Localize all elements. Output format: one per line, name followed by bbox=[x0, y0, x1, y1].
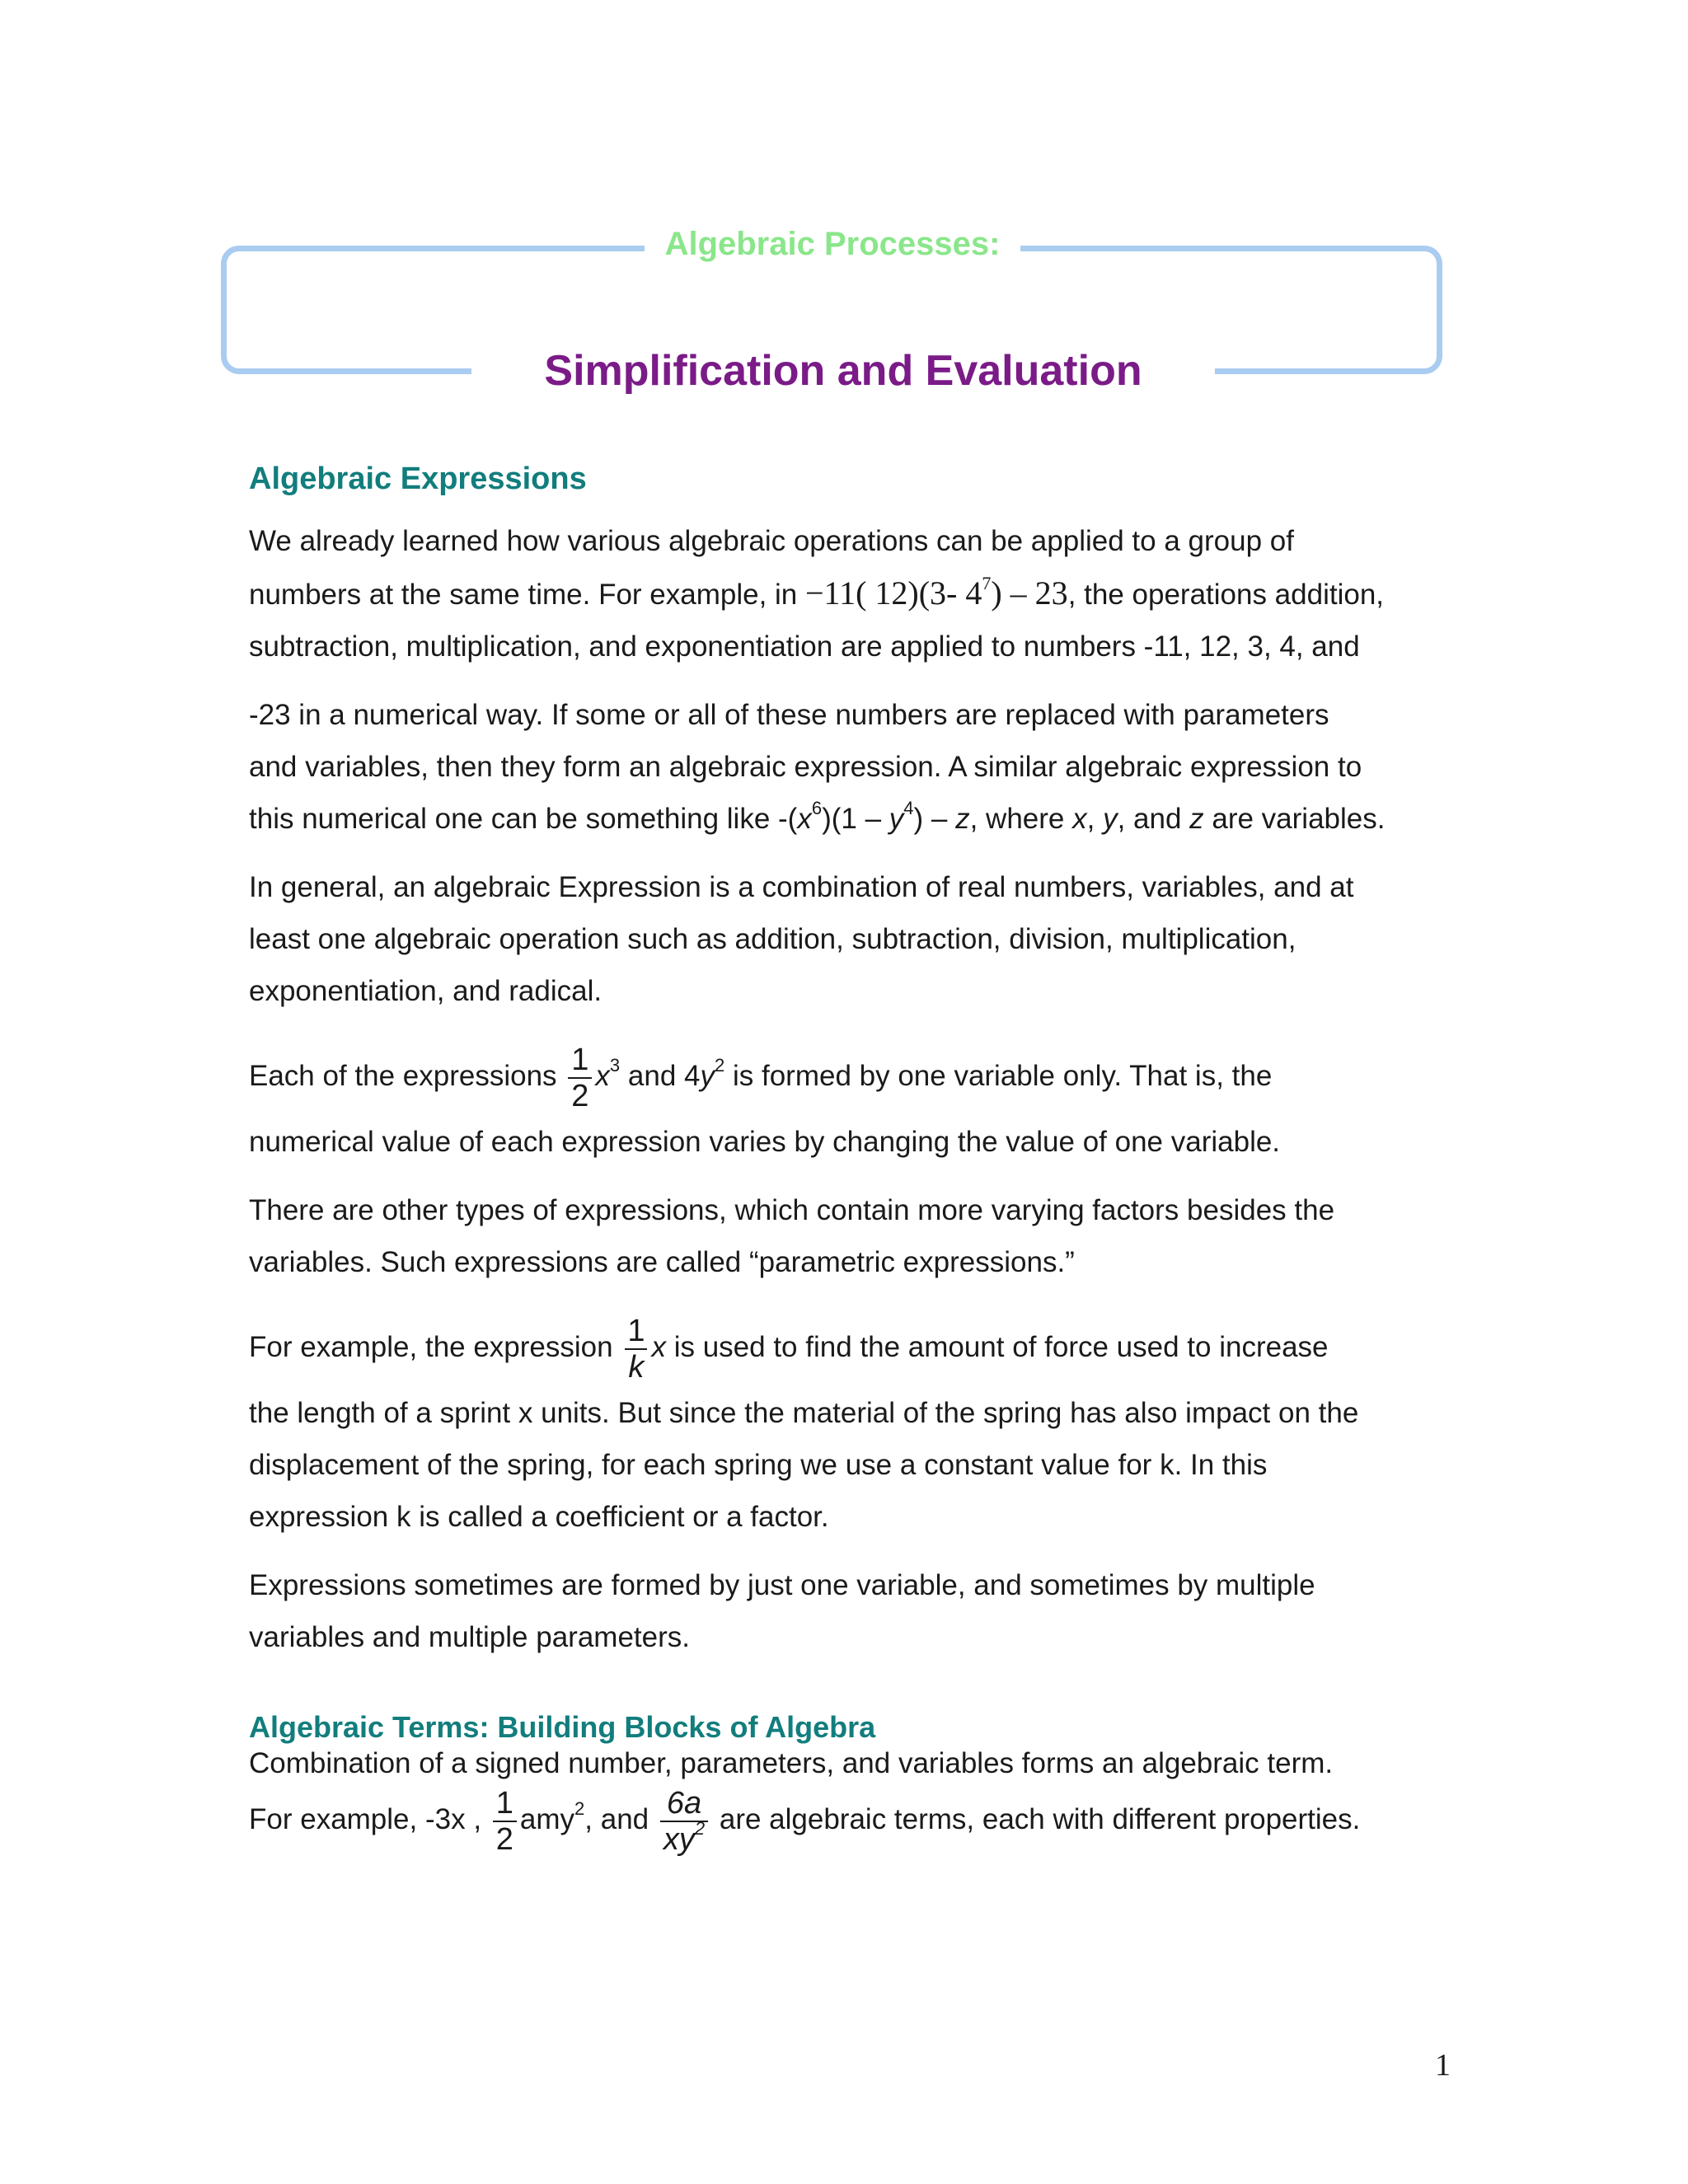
fraction-one-half-term: $\frac{1}{2}$ bbox=[493, 1788, 517, 1855]
paragraph-intro: We already learned how various algebraic operations can be applied to a group of numbers at the same time. For example, in −11( 12)(3- $4^7) - 23$, the operations addition, subtraction, multiplication, and exponentiation are applied to numbers -11, 12, 3, 4, and bbox=[249, 525, 1385, 663]
header-frame-top-left bbox=[221, 246, 645, 312]
paragraph-terms-examples: For example, -3x , $\frac{1}{2}$ amy$^2$, and $\frac{6a}{xy^2}$ are algebraic terms, each with different properties. bbox=[249, 1785, 1361, 1857]
page-number: 1 bbox=[1435, 2048, 1451, 2083]
paragraph-variables: -23 in a numerical way. If some or all of these numbers are replaced with parameters and variables, then they form an algebraic expression. A similar algebraic expression to this numerical one can be something like $-(x^6)(1 - y^4)$ – z, where x, y, and z are variables. bbox=[249, 699, 1386, 835]
fraction-one-over-k: $\frac{1}{k}$ bbox=[624, 1315, 648, 1383]
paragraph-single-variable-cont: numerical value of each expression varies by changing the value of one variable. bbox=[249, 1126, 1281, 1158]
header-frame-bottom-left bbox=[221, 310, 471, 374]
numeric-expression: −11( 12)(3- $4^7) - 23$ bbox=[805, 572, 1068, 612]
header-frame-bottom-right bbox=[1215, 310, 1442, 374]
section-heading-algebraic-terms: Algebraic Terms: Building Blocks of Algebra bbox=[249, 1710, 876, 1744]
fraction-6a-over-xy2: $\frac{6a}{xy^2}$ bbox=[660, 1788, 708, 1855]
fraction-one-half: $\frac{1}{2}$ bbox=[568, 1044, 592, 1112]
header-kicker: Algebraic Processes: bbox=[664, 226, 1001, 262]
paragraph-spring-example: For example, the expression $\frac{1}{k}$ x is used to find the amount of force used to increase bbox=[249, 1313, 1329, 1385]
paragraph-parametric: There are other types of expressions, which contain more varying factors besides the variables. Such expressions are called “parametric expressions.” bbox=[249, 1194, 1335, 1278]
main-content bbox=[249, 462, 1452, 1858]
section-heading-algebraic-expressions: Algebraic Expressions bbox=[249, 462, 587, 496]
page-title: Simplification and Evaluation bbox=[544, 347, 1142, 395]
header-frame-top-right bbox=[1020, 246, 1442, 312]
paragraph-multiple-variables: Expressions sometimes are formed by just one variable, and sometimes by multiple variables and multiple parameters. bbox=[249, 1569, 1315, 1653]
paragraph-terms-definition: Combination of a signed number, parameters, and variables forms an algebraic term. bbox=[249, 1747, 1334, 1779]
paragraph-spring-example-cont: the length of a sprint x units. But since the material of the spring has also impact on the displacement of the spring, for each spring we use a constant value for k. In this expression k is called a coefficient or a factor. bbox=[249, 1397, 1359, 1533]
paragraph-single-variable: Each of the expressions $\frac{1}{2}$ $x^3$ and $4y^2$ is formed by one variable only. That is, the bbox=[249, 1042, 1273, 1113]
paragraph-definition: In general, an algebraic Expression is a combination of real numbers, variables, and at least one algebraic operation such as addition, subtraction, division, multiplication, exponentiation, and radical. bbox=[249, 871, 1354, 1007]
